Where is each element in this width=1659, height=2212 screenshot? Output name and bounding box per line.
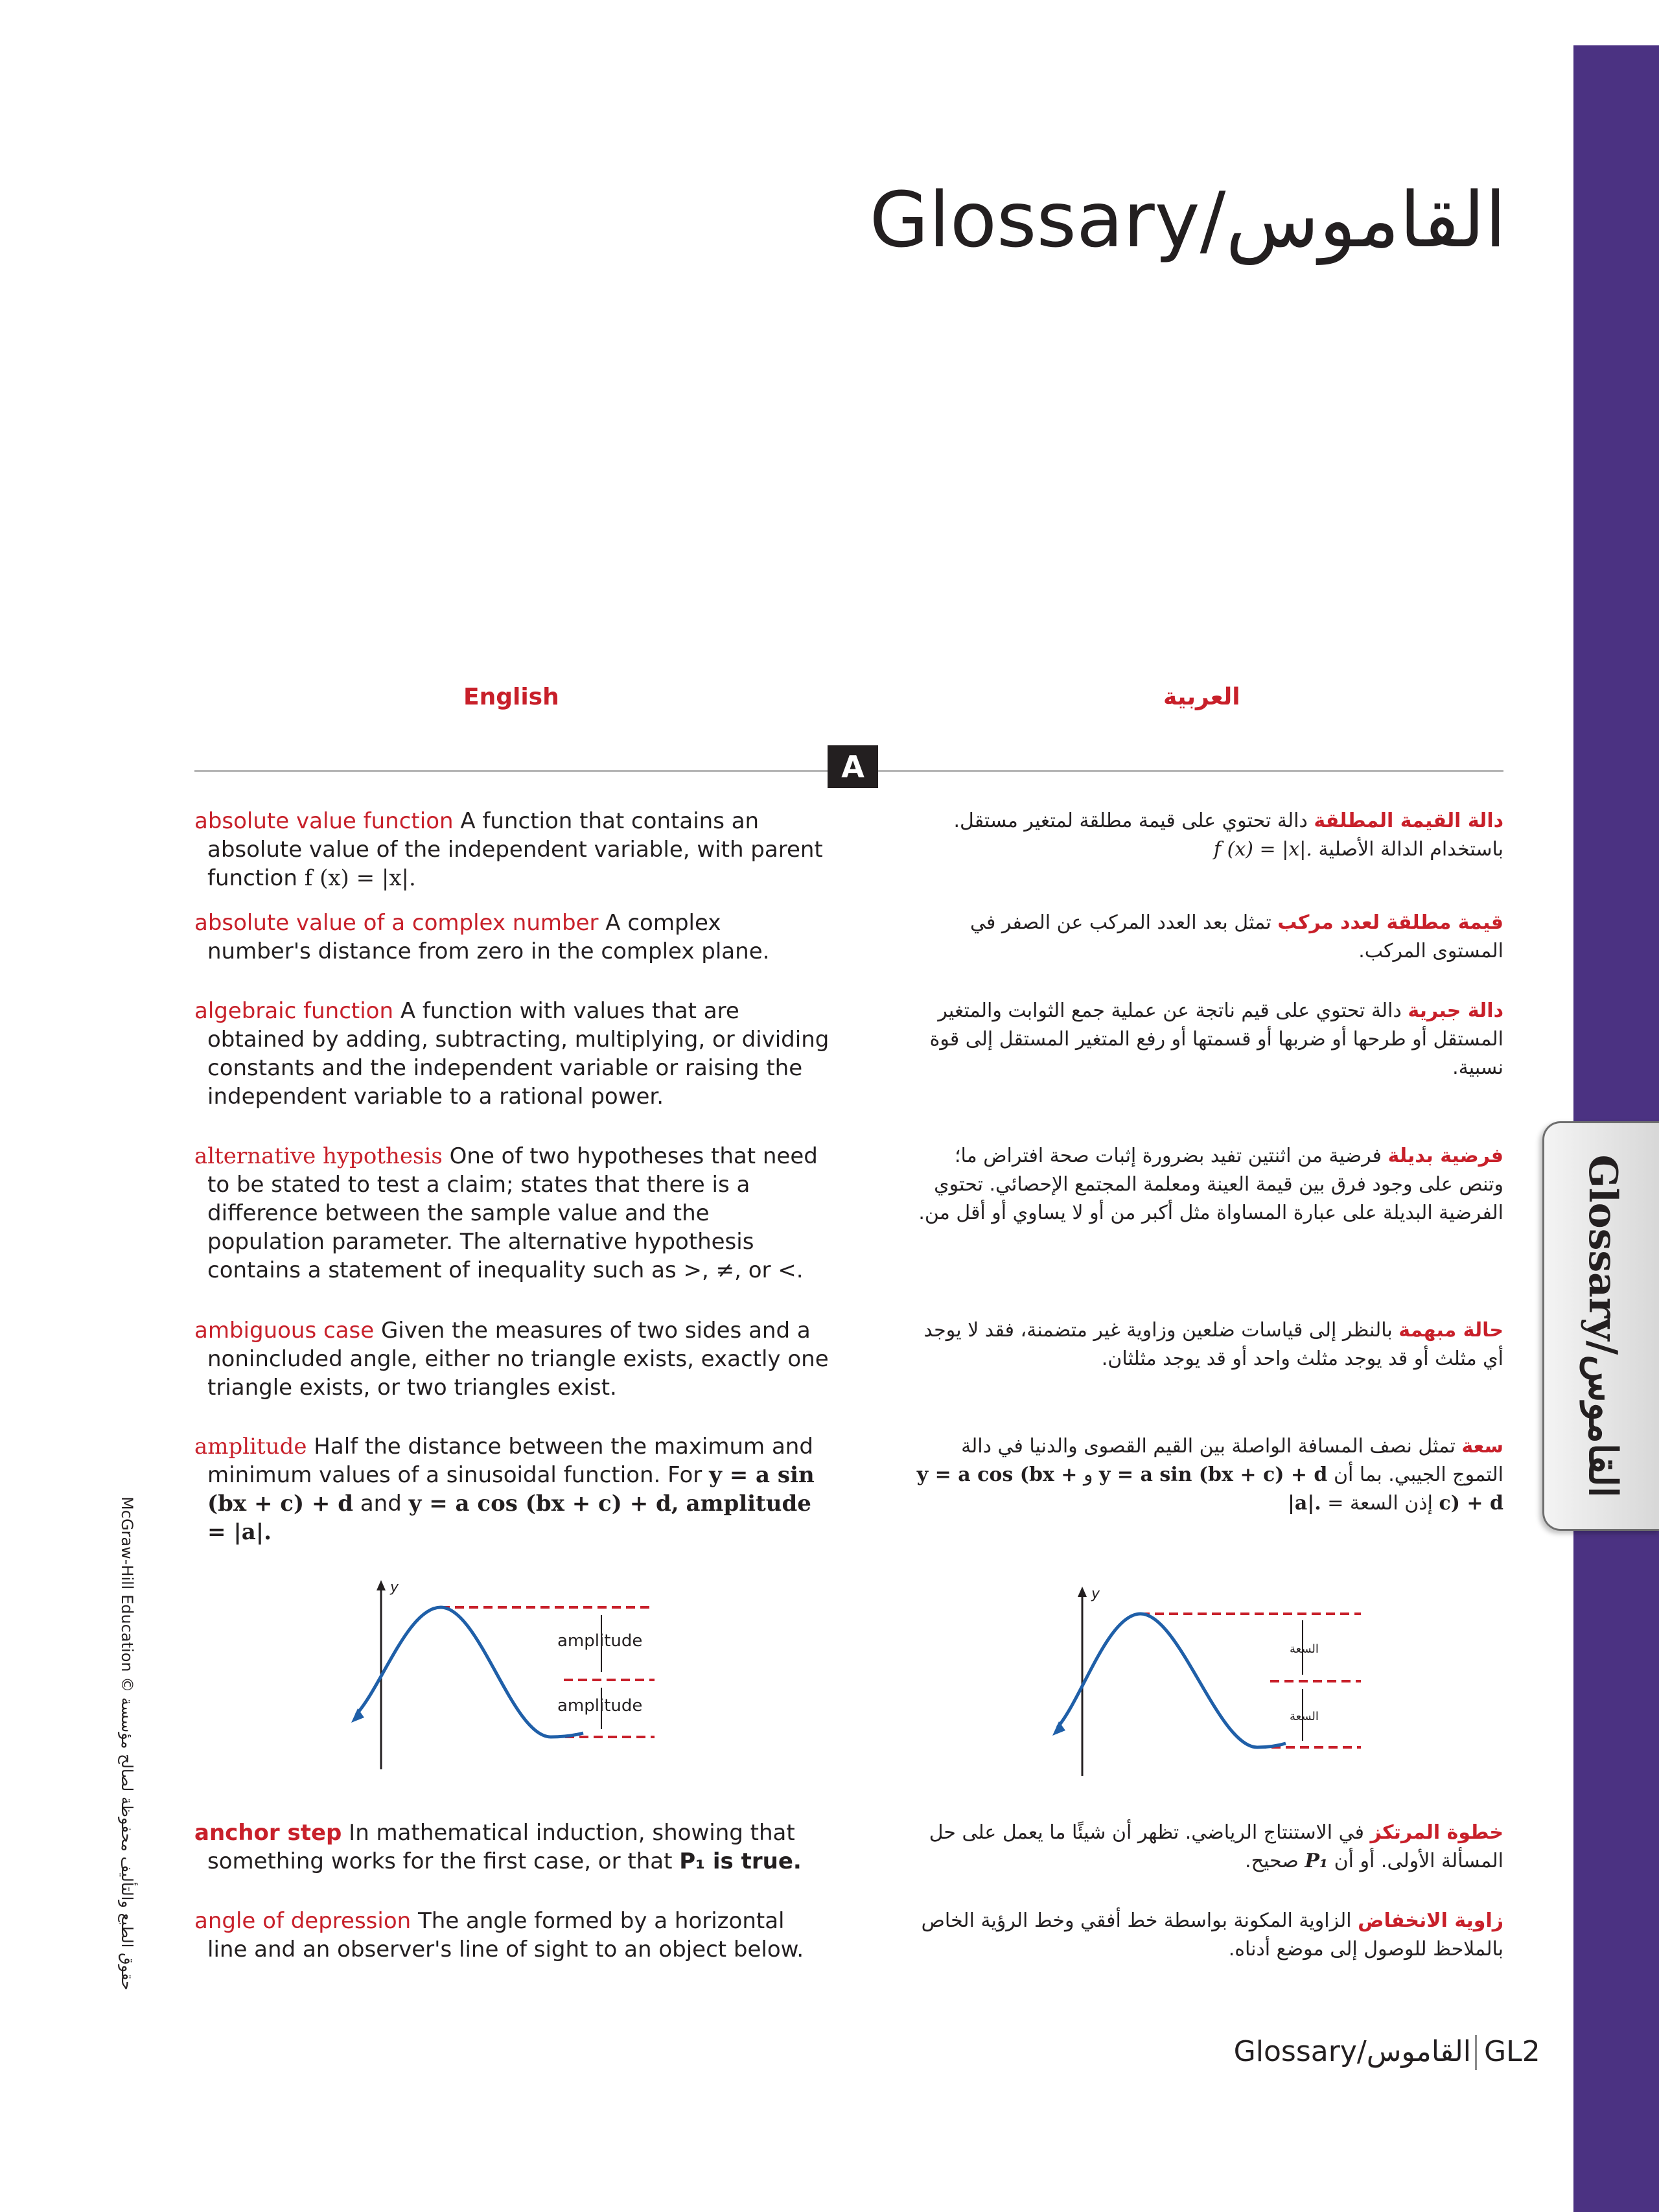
entry-en-absolute-value-complex	[194, 909, 830, 966]
math: f (x) = |x|.	[1214, 838, 1312, 861]
definition: One of two hypotheses that need to be stated to test a claim; states that there is a difference between the sample value and the population parameter. The alternative hypothesis contains a statement of inequality such as >, ≠, or <.	[207, 1143, 818, 1283]
amplitude-label-top: amplitude	[557, 1631, 643, 1651]
y-axis-label: y	[390, 1579, 399, 1596]
math: y = a cos (bx + c) + d	[916, 1463, 1503, 1515]
term: زاوية الانخفاض	[1358, 1909, 1503, 1932]
entry-en-anchor-step	[194, 1819, 830, 1876]
curve-arrow	[1052, 1721, 1065, 1736]
amplitude-label-bottom: amplitude	[557, 1696, 643, 1716]
term: دالة القيمة المطلقة	[1314, 809, 1503, 832]
y-axis-arrow	[377, 1580, 386, 1590]
section-letter: A	[828, 745, 878, 788]
entry-ar-anchor-step	[907, 1819, 1503, 1876]
section-rule-left	[194, 770, 828, 772]
entry-ar-alternative-hypothesis	[907, 1142, 1503, 1228]
amplitude-graph-ar	[1037, 1581, 1374, 1782]
entry-en-ambiguous-case	[194, 1316, 830, 1402]
footer-title: Glossary/القاموس	[1233, 2035, 1471, 2068]
entry-ar-absolute-value-function	[907, 807, 1503, 864]
publisher-credit: McGraw-Hill Education © حقوق الطبع والتأليف محفوظة لصالح مؤسسة	[118, 1496, 136, 1990]
definition: Half the distance between the maximum and minimum values of a sinusoidal function. For	[207, 1434, 813, 1488]
conjunction: and	[353, 1491, 409, 1517]
conclusion: إذن السعة =	[1327, 1492, 1433, 1515]
definition: Given the measures of two sides and a nonincluded angle, either no triangle exists, exactly one triangle exists, or two triangles exist.	[207, 1318, 829, 1401]
definition: تمثل نصف المسافة الواصلة بين القيم القصوى والدنيا في دالة التموج الجيبي. بما أن	[961, 1435, 1503, 1486]
entry-ar-amplitude	[907, 1432, 1503, 1518]
definition: فرضية من اثنتين تفيد بضرورة إثبات صحة افتراض ما؛ وتنص على وجود فرق بين قيمة العينة ومعلمة المجتمع الإحصائي. تحتوي الفرضية البديلة على عبارة المساواة مثل أكبر من أو لا يساوي أو أقل من.	[918, 1145, 1503, 1224]
entry-en-angle-of-depression	[194, 1907, 830, 1964]
definition: A function with values that are obtained by adding, subtracting, multiplying, or dividing constants and the independent variable or raising the independent variable to a rational power.	[207, 998, 830, 1110]
amplitude-label-top: السعة	[1290, 1642, 1319, 1656]
math: y = a sin (bx + c) + d	[207, 1462, 815, 1517]
english-column-heading: English	[463, 684, 559, 710]
amplitude-label-bottom: السعة	[1290, 1710, 1319, 1723]
math: amplitude = |a|.	[207, 1491, 811, 1545]
term: angle of depression	[194, 1908, 412, 1934]
term: algebraic function	[194, 998, 394, 1024]
math: P₁	[1305, 1850, 1328, 1872]
glossary-tab[interactable]	[1542, 1121, 1659, 1531]
entry-en-algebraic-function	[194, 997, 830, 1111]
amplitude-graph-en	[337, 1575, 674, 1776]
term: خطوة المرتكز	[1370, 1821, 1503, 1844]
math: P₁ is true.	[679, 1848, 802, 1874]
definition: The angle formed by a horizontal line and an observer's line of sight to an object below.	[207, 1908, 804, 1962]
math: |a|.	[1287, 1492, 1321, 1515]
curve-arrow	[351, 1708, 364, 1723]
entry-ar-absolute-value-complex	[907, 909, 1503, 966]
entry-en-alternative-hypothesis	[194, 1142, 830, 1285]
math: y = a cos (bx + c) + d,	[408, 1491, 679, 1517]
footer-separator	[1475, 2035, 1477, 2070]
definition: بالنظر إلى قياسات ضلعين وزاوية غير متضمنة، فقد لا يوجد أي مثلث أو قد يوجد مثلث واحد أو قد يوجد مثلثان.	[923, 1319, 1503, 1370]
definition: A complex number's distance from zero in the complex plane.	[207, 910, 770, 964]
page-title: Glossary/القاموس	[869, 175, 1506, 264]
term: فرضية بديلة	[1387, 1145, 1503, 1167]
term: anchor step	[194, 1820, 342, 1846]
math: y = a sin (bx + c) + d	[1098, 1463, 1328, 1486]
term: absolute value function	[194, 808, 454, 834]
entry-ar-algebraic-function	[907, 997, 1503, 1082]
y-axis-label: y	[1091, 1586, 1100, 1602]
entry-ar-ambiguous-case	[907, 1316, 1503, 1373]
arabic-column-heading: العربية	[1163, 684, 1240, 710]
sine-curve	[1058, 1614, 1286, 1747]
definition-tail: صحيح.	[1245, 1850, 1299, 1872]
definition: In mathematical induction, showing that something works for the first case, or that	[207, 1820, 795, 1874]
definition: دالة تحتوي على قيمة مطلقة لمتغير مستقل. باستخدام الدالة الأصلية	[953, 809, 1503, 861]
section-rule-right	[878, 770, 1503, 772]
sine-curve	[356, 1607, 583, 1737]
term: absolute value of a complex number	[194, 910, 599, 936]
term: سعة	[1461, 1435, 1503, 1458]
term: قيمة مطلقة لعدد مركب	[1277, 911, 1503, 934]
definition: تمثل بعد العدد المركب عن الصفر في المستوى المركب.	[969, 911, 1503, 962]
term: دالة جبرية	[1408, 999, 1503, 1022]
definition: الزاوية المكونة بواسطة خط أفقي وخط الرؤية الخاص بالملاحظ للوصول إلى موضع أدناه.	[921, 1909, 1503, 1961]
term: alternative hypothesis	[194, 1143, 443, 1169]
term: ambiguous case	[194, 1318, 375, 1344]
definition: دالة تحتوي على قيم ناتجة عن عملية جمع الثوابت والمتغير المستقل أو طرحها أو ضربها أو قسمتها أو رفع المتغير المستقل إلى قوة نسبية.	[929, 999, 1503, 1079]
entry-en-absolute-value-function	[194, 807, 830, 892]
term: amplitude	[194, 1434, 307, 1460]
page-number: GL2	[1484, 2035, 1540, 2068]
definition: في الاستنتاج الرياضي. تظهر أن شيئًا ما يعمل على حل المسألة الأولى. أو أن	[929, 1821, 1503, 1872]
math: f (x) = |x|.	[304, 865, 416, 891]
definition: A function that contains an absolute value of the independent variable, with parent function	[207, 808, 823, 891]
glossary-tab-label: Glossary/القاموس	[1580, 1154, 1625, 1498]
term: حالة مبهمة	[1398, 1319, 1503, 1342]
conjunction: و	[1083, 1463, 1093, 1486]
y-axis-arrow	[1078, 1587, 1087, 1597]
entry-ar-angle-of-depression	[907, 1907, 1503, 1964]
entry-en-amplitude	[194, 1432, 830, 1546]
